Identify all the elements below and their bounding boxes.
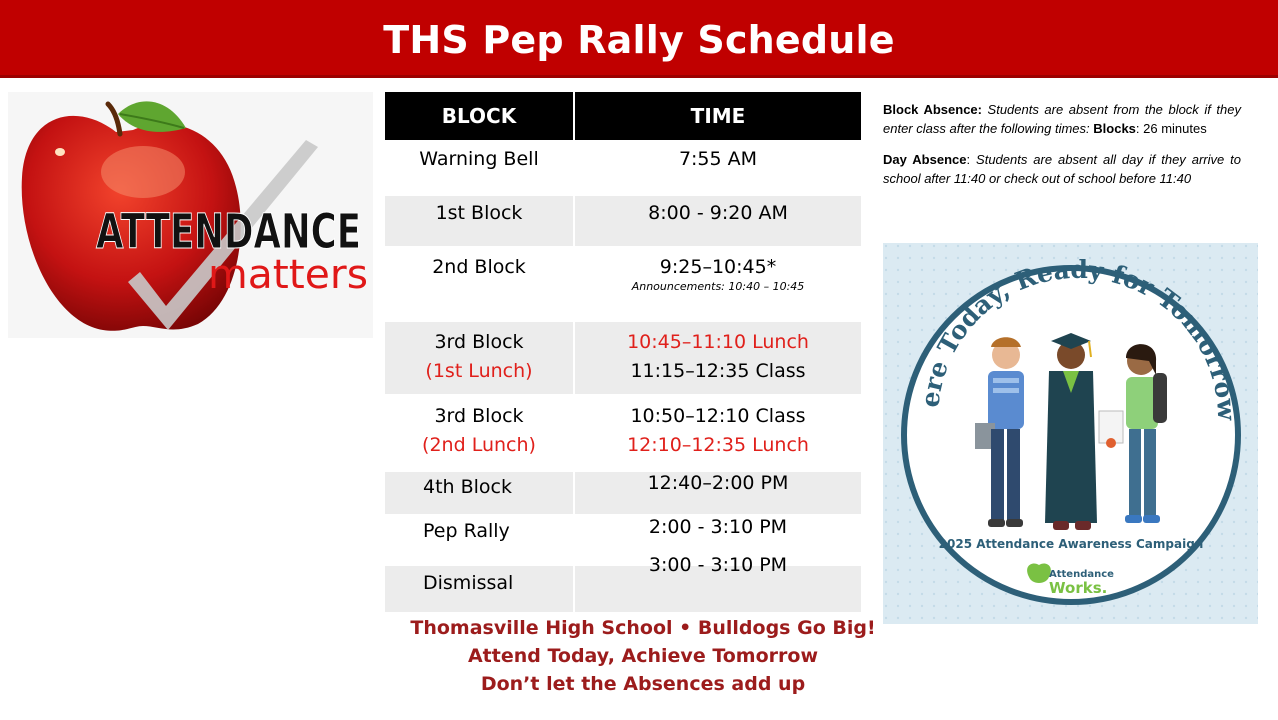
blocks-label: Blocks	[1093, 121, 1136, 136]
block-cell	[385, 472, 575, 516]
table-row	[385, 322, 861, 396]
time-label: 8:00 - 9:20 AM	[648, 202, 788, 224]
logo-word-attendance: ATTENDANCE	[96, 204, 361, 260]
block-label: 3rd Block	[434, 331, 524, 353]
block-cell	[385, 196, 575, 248]
brand-works: Works.	[1049, 579, 1108, 597]
brand-attendance: Attendance	[1049, 569, 1114, 580]
time-label: 9:25–10:45*	[659, 256, 777, 278]
lunch-time: 10:45–11:10 Lunch	[627, 331, 809, 353]
logo-word-matters: matters	[208, 252, 368, 298]
campaign-badge	[883, 243, 1258, 624]
table-row	[385, 566, 861, 614]
footer-slogans	[385, 614, 901, 698]
header-time: TIME	[575, 92, 861, 140]
block-label: 4th Block	[423, 476, 513, 498]
time-cell	[575, 248, 861, 322]
footer-line: Thomasville High School • Bulldogs Go Big!	[410, 617, 876, 639]
table-row	[385, 516, 861, 566]
block-cell	[385, 516, 575, 566]
table-row	[385, 396, 861, 472]
blocks-value: : 26 minutes	[1135, 121, 1207, 136]
announcements-note: Announcements: 10:40 – 10:45	[631, 280, 805, 293]
time-cell	[575, 322, 861, 396]
block-label: Warning Bell	[419, 148, 539, 170]
block-cell	[385, 566, 575, 614]
header-block: BLOCK	[385, 92, 575, 140]
block-label: Pep Rally	[423, 520, 510, 542]
class-time: 11:15–12:35 Class	[630, 360, 806, 382]
lunch-label: (1st Lunch)	[425, 360, 533, 382]
block-cell	[385, 396, 575, 472]
time-cell	[575, 396, 861, 472]
block-cell	[385, 322, 575, 396]
block-label: 1st Block	[435, 202, 523, 224]
schedule-table	[385, 92, 861, 614]
block-cell	[385, 248, 575, 322]
table-row	[385, 472, 861, 516]
class-time: 10:50–12:10 Class	[630, 405, 806, 427]
time-cell	[575, 140, 861, 196]
block-cell	[385, 140, 575, 196]
block-absence-paragraph	[883, 100, 1241, 138]
time-cell	[575, 196, 861, 248]
campaign-arc-text: ere Today, Ready for Tomorrow	[915, 254, 1242, 422]
table-row	[385, 140, 861, 196]
page-title: THS Pep Rally Schedule	[383, 18, 895, 62]
day-absence-paragraph: Day Absence: Students are absent all day if they arrive to school after 11:40 or check out of school before 11:40	[883, 152, 1242, 186]
students-illustration-icon	[975, 333, 1167, 530]
day-absence-text: Students are absent all day if they arrive to school after 11:40 or check out of school before 11:40	[883, 152, 1242, 186]
block-label: 3rd Block	[434, 405, 524, 427]
table-row	[385, 196, 861, 248]
time-label: 2:00 - 3:10 PM	[648, 516, 788, 538]
time-label: 7:55 AM	[678, 148, 758, 170]
block-label: 2nd Block	[432, 256, 526, 278]
table-header-row	[385, 92, 861, 140]
block-absence-label: Block Absence:	[883, 102, 982, 117]
time-label: 3:00 - 3:10 PM	[648, 554, 788, 576]
block-label: Dismissal	[423, 572, 514, 594]
campaign-caption: 2025 Attendance Awareness Campaign	[938, 537, 1204, 551]
lunch-label: (2nd Lunch)	[422, 434, 536, 456]
footer-line: Don’t let the Absences add up	[480, 673, 806, 695]
title-banner	[0, 0, 1278, 78]
time-label: 12:40–2:00 PM	[647, 472, 789, 494]
footer-line: Attend Today, Achieve Tomorrow	[467, 645, 819, 667]
table-row	[385, 248, 861, 322]
block-absence-text: Students are absent from the block if they enter class after the following times:	[883, 102, 1241, 136]
leaf-icon	[118, 101, 186, 132]
time-cell	[575, 554, 861, 614]
time-cell	[575, 472, 861, 516]
absence-info	[883, 100, 1241, 200]
attendance-matters-logo	[8, 92, 373, 338]
day-absence-label: Day Absence	[883, 152, 967, 167]
lunch-time: 12:10–12:35 Lunch	[627, 434, 809, 456]
